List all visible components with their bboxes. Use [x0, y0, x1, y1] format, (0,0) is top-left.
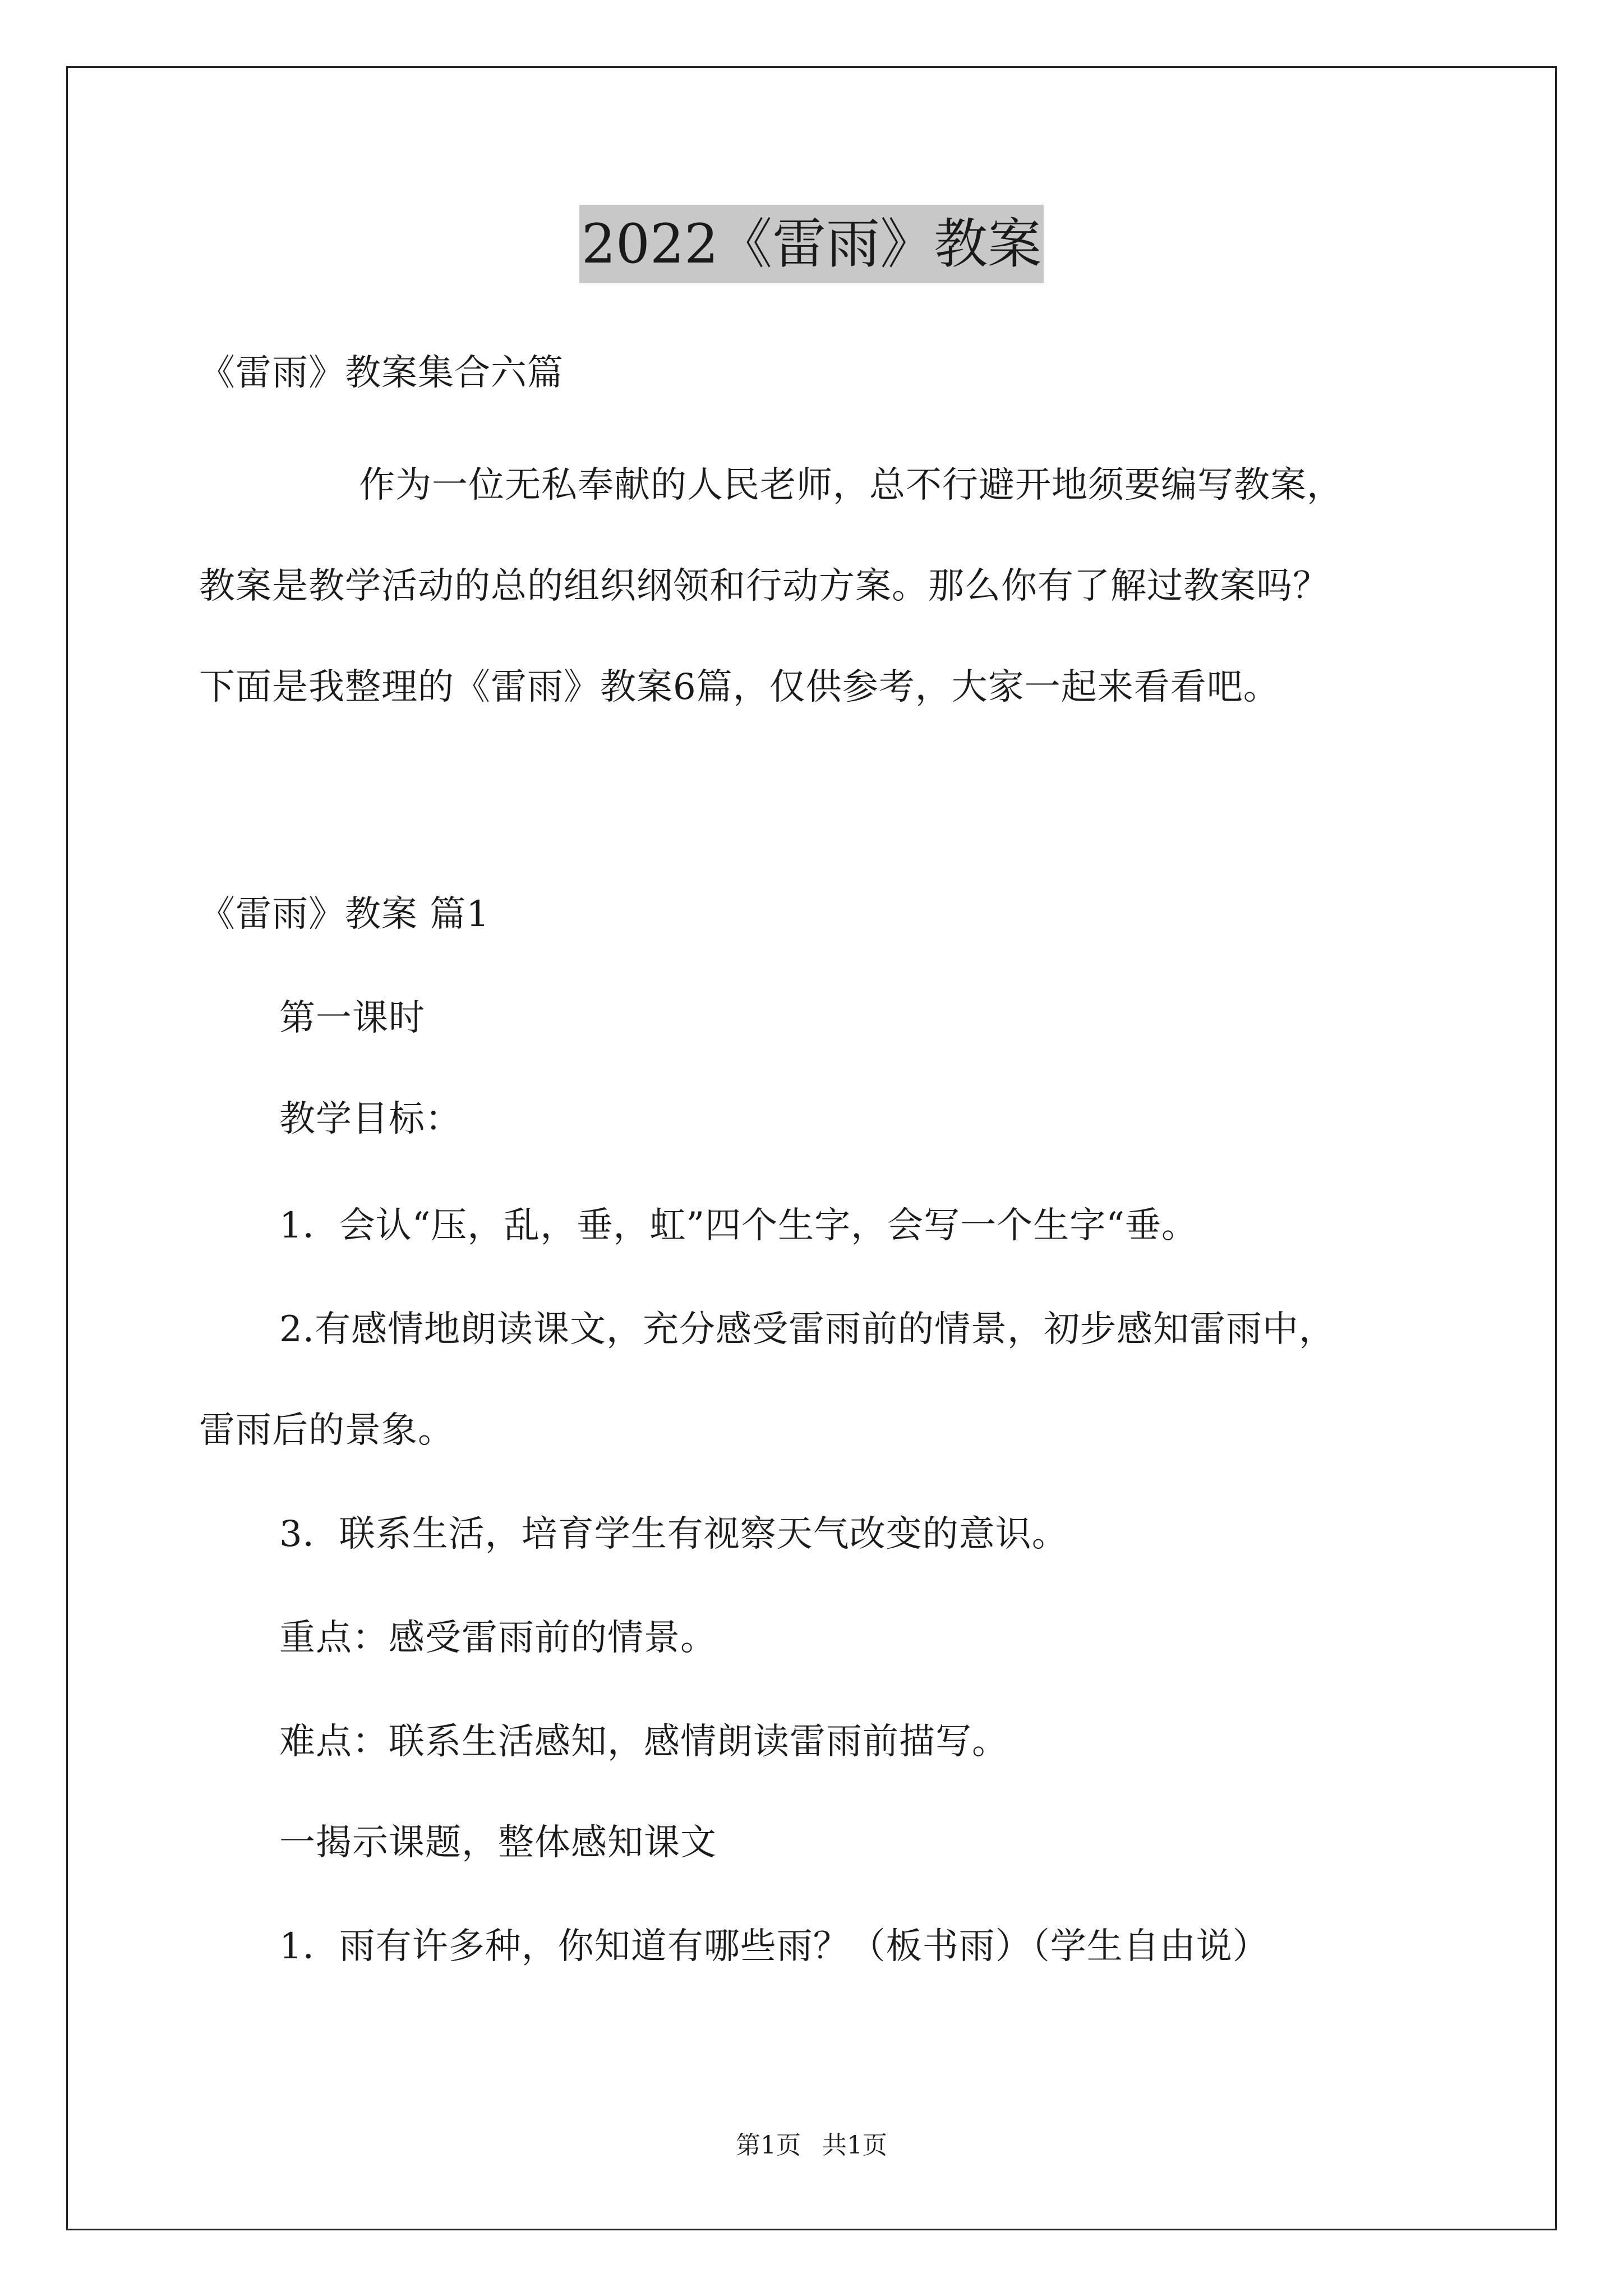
body-line: 雷雨后的景象。 — [199, 1410, 454, 1451]
body-line: 1．会认“压，乱，垂，虹”四个生字，会写一个生字“垂。 — [279, 1205, 1198, 1246]
body-line: 难点：联系生活感知，感情朗读雷雨前描写。 — [279, 1721, 1008, 1763]
subtitle: 《雷雨》教案集合六篇 — [199, 352, 564, 394]
body-line: 一揭示课题，整体感知课文 — [279, 1822, 717, 1864]
body-line: 第一课时 — [279, 997, 425, 1039]
body-line: 重点：感受雷雨前的情景。 — [279, 1617, 717, 1659]
title-container — [0, 205, 1623, 283]
page-total: 共1页 — [822, 2131, 887, 2160]
intro-line-2: 教案是教学活动的总的组织纲领和行动方案。那么你有了解过教案吗？ — [199, 565, 1329, 607]
intro-line-1: 作为一位无私奉献的人民老师，总不行避开地须要编写教案， — [359, 464, 1343, 506]
body-line: 2.有感情地朗读课文，充分感受雷雨前的情景，初步感知雷雨中， — [279, 1309, 1336, 1350]
intro-line-3: 下面是我整理的《雷雨》教案6篇，仅供参考，大家一起来看看吧。 — [199, 666, 1280, 708]
page-footer — [0, 2129, 1623, 2162]
body-line: 3．联系生活，培育学生有视察天气改变的意识。 — [279, 1513, 1068, 1555]
page-number: 第1页 — [736, 2131, 801, 2160]
body-line: 1．雨有许多种，你知道有哪些雨？（板书雨）（学生自由说） — [279, 1926, 1269, 1967]
document-title: 2022《雷雨》教案 — [579, 205, 1044, 283]
section-heading: 《雷雨》教案 篇1 — [199, 894, 490, 935]
body-line: 教学目标： — [279, 1098, 462, 1140]
